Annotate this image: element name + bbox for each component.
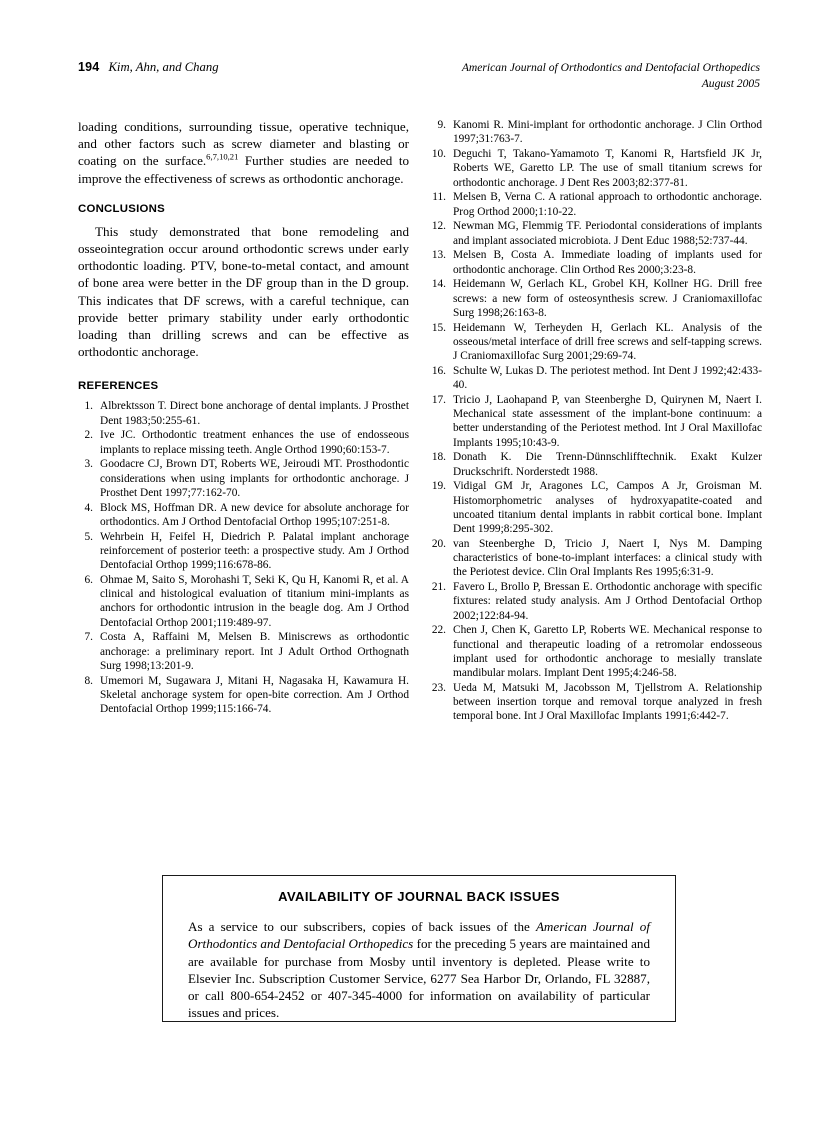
reference-text: van Steenberghe D, Tricio J, Naert I, Nys M. Damping characteristics of bone-to-implant interfaces: a clinical study with the Periotest device. Clin Oral Implants Res 1995;6:31-9. <box>453 537 762 579</box>
reference-number: 23. <box>431 681 446 694</box>
running-head-authors: Kim, Ahn, and Chang <box>108 60 219 74</box>
reference-text: Wehrbein H, Feifel H, Diedrich P. Palatal implant anchorage reinforcement of posterior teeth: a prospective study. Am J Orthod Dentofacial Orthop 1999;116:678-86. <box>100 530 409 572</box>
running-head-right <box>462 60 760 91</box>
reference-number: 5. <box>84 530 93 543</box>
reference-number: 8. <box>84 674 93 687</box>
reference-text: Block MS, Hoffman DR. A new device for absolute anchorage for orthodontics. Am J Orthod Dentofacial Orthop 1995;107:251-8. <box>100 501 409 528</box>
left-column <box>78 118 409 724</box>
reference-item <box>431 190 762 219</box>
notice-body-part1: As a service to our subscribers, copies of back issues of the <box>188 919 536 934</box>
reference-number: 11. <box>432 191 446 204</box>
reference-number: 6. <box>84 573 93 586</box>
reference-text: Costa A, Raffaini M, Melsen B. Miniscrews as orthodontic anchorage: a preliminary report. Int J Adult Orthod Orthognath Surg 1998;13:201-9. <box>100 631 409 672</box>
reference-number: 4. <box>84 501 93 514</box>
reference-item <box>431 277 762 320</box>
reference-item <box>431 147 762 190</box>
reference-text: Heidemann W, Terheyden H, Gerlach KL. Analysis of the osseous/metal interface of drill free screws and self-tapping screws. J Craniomaxillofac Surg 2001;29:69-74. <box>453 321 762 362</box>
reference-number: 22. <box>431 624 446 637</box>
page-number: 194 <box>78 60 100 74</box>
reference-number: 3. <box>84 458 93 471</box>
reference-text: Goodacre CJ, Brown DT, Roberts WE, Jeiroudi MT. Prosthodontic considerations when using implants for orthodontic anchorage. J Prosthet Dent 1997;77:162-70. <box>100 458 409 499</box>
continued-paragraph-text-before: loading conditions, surrounding tissue, operative technique, and other factors such as screw diameter and blasting or coating on the surface. <box>78 119 409 169</box>
reference-text: Newman MG, Flemmig TF. Periodontal considerations of implants and implant associated microbiota. J Dent Educ 1988;52:737-44. <box>453 220 762 247</box>
reference-item <box>78 399 409 428</box>
reference-number: 15. <box>431 321 446 334</box>
reference-item <box>78 428 409 457</box>
reference-number: 12. <box>431 220 446 233</box>
reference-item <box>431 364 762 393</box>
notice-body <box>188 918 650 1022</box>
reference-item <box>431 450 762 479</box>
reference-text: Umemori M, Sugawara J, Mitani H, Nagasaka H, Kawamura H. Skeletal anchorage system for open-bite correction. Am J Orthod Dentofacial Orthop 1999;115:166-74. <box>100 674 409 716</box>
reference-item <box>431 479 762 536</box>
running-head <box>78 60 760 91</box>
reference-number: 1. <box>84 400 93 413</box>
reference-number: 7. <box>84 631 93 644</box>
running-head-journal-title: American Journal of Orthodontics and Dentofacial Orthopedics <box>461 61 760 74</box>
reference-item <box>78 630 409 673</box>
reference-list-left <box>78 399 409 716</box>
reference-number: 2. <box>84 429 93 442</box>
reference-number: 10. <box>431 148 446 160</box>
reference-item <box>78 530 409 573</box>
reference-item <box>431 681 762 724</box>
reference-number: 17. <box>431 393 446 406</box>
continued-paragraph <box>78 118 409 187</box>
reference-item <box>78 674 409 717</box>
reference-item <box>431 321 762 364</box>
reference-number: 16. <box>431 364 446 377</box>
reference-superscript: 6,7,10,21 <box>206 152 239 163</box>
running-head-issue-date: August 2005 <box>701 76 760 90</box>
reference-number: 20. <box>431 537 446 550</box>
reference-number: 19. <box>431 480 446 493</box>
reference-text: Schulte W, Lukas D. The periotest method. Int Dent J 1992;42:433-40. <box>453 364 762 391</box>
reference-text: Ohmae M, Saito S, Morohashi T, Seki K, Qu H, Kanomi R, et al. A clinical and histological evaluation of titanium mini-implants as anchors for orthodontic intrusion in the beagle dog. Am J Orthod Dentofacial Orthop 2001;119:489-97. <box>100 573 409 629</box>
references-heading: REFERENCES <box>78 380 159 393</box>
reference-number: 14. <box>431 278 446 291</box>
body-columns <box>78 118 762 724</box>
reference-text: Deguchi T, Takano-Yamamoto T, Kanomi R, Hartsfield JK Jr, Roberts WE, Garetto LP. The use of small titanium screws for orthodontic anchorage. J Dent Res 2003;82:377-81. <box>453 148 762 189</box>
reference-text: Ive JC. Orthodontic treatment enhances the use of endosseous implants to replace missing teeth. Angle Orthod 1990;60:153-7. <box>100 429 409 456</box>
reference-text: Ueda M, Matsuki M, Jacobsson M, Tjellstrom A. Relationship between insertion torque and removal torque analyzed in fresh temporal bone. Int J Oral Maxillofac Implants 1991;6:442-7. <box>453 681 762 723</box>
conclusions-heading: CONCLUSIONS <box>78 202 165 215</box>
running-head-left <box>78 60 219 75</box>
journal-back-issues-notice <box>162 875 676 1022</box>
reference-item <box>431 623 762 680</box>
reference-text: Kanomi R. Mini-implant for orthodontic anchorage. J Clin Orthod 1997;31:763-7. <box>453 119 762 146</box>
reference-number: 13. <box>431 249 446 262</box>
reference-item <box>78 501 409 530</box>
notice-title: AVAILABILITY OF JOURNAL BACK ISSUES <box>278 889 560 904</box>
reference-text: Melsen B, Costa A. Immediate loading of implants used for orthodontic anchorage. Clin Orthod Res 2000;3:23-8. <box>453 249 762 276</box>
reference-item <box>78 573 409 630</box>
reference-text: Heidemann W, Gerlach KL, Grobel KH, Kollner HG. Drill free screws: a new form of osteosynthesis screw. J Craniomaxillofac Surg 1998;26:163-8. <box>453 278 762 319</box>
reference-text: Tricio J, Laohapand P, van Steenberghe D, Quirynen M, Naert I. Mechanical state assessment of the implant-bone continuum: a better understanding of the Periotest method. Int J Oral Maxillofac Implants 1995;10:43-9. <box>453 393 762 449</box>
reference-item <box>431 219 762 248</box>
right-column <box>431 118 762 724</box>
reference-text: Donath K. Die Trenn-Dünnschlifftechnik. Exakt Kulzer Druckschrift. Norderstedt 1988. <box>453 451 762 478</box>
reference-text: Chen J, Chen K, Garetto LP, Roberts WE. Mechanical response to functional and therapeutic loading of a retromolar endosseous implant used for orthodontic anchorage to mesially translate mandibular molars. Implant Dent 1995;4:246-58. <box>453 624 762 679</box>
notice-body-part2: for the preceding 5 years are maintained and are available for purchase from Mosby until inventory is depleted. Please write to Elsevier Inc. Subscription Customer Service, 6277 Sea Harbor Dr, Orlando, FL 32887, or call 800-654-2452 or 407-345-4000 for information on availability of particular issues and prices. <box>188 936 650 1021</box>
reference-item <box>431 537 762 580</box>
reference-item <box>431 393 762 450</box>
reference-number: 18. <box>431 451 446 464</box>
reference-text: Albrektsson T. Direct bone anchorage of dental implants. J Prosthet Dent 1983;50:255-61. <box>100 400 409 427</box>
reference-list-right <box>431 118 762 724</box>
reference-item <box>78 457 409 500</box>
reference-item <box>431 118 762 147</box>
continued-paragraph-text-after: Further studies are needed to improve the effectiveness of screws as orthodontic anchorage. <box>78 153 409 186</box>
reference-number: 21. <box>431 581 446 593</box>
notice-journal-title: American Journal of Orthodontics and Dentofacial Orthopedics <box>188 919 650 952</box>
reference-item <box>431 248 762 277</box>
reference-text: Favero L, Brollo P, Bressan E. Orthodontic anchorage with specific fixtures: related study analysis. Am J Orthod Dentofacial Orthop 2002;122:84-94. <box>453 581 762 622</box>
reference-text: Vidigal GM Jr, Aragones LC, Campos A Jr, Groisman M. Histomorphometric analyses of hydroxyapatite-coated and uncoated titanium dental implants in rabbit cortical bone. Implant Dent 1999;8:295-302. <box>453 480 762 535</box>
reference-item <box>431 580 762 623</box>
conclusions-paragraph: This study demonstrated that bone remodeling and osseointegration occur around orthodontic screws under early orthodontic loading. PTV, bone-to-metal contact, and amount of bone area were better in the DF group than in the D group. This indicates that DF screws, with a careful technique, can provide better primary stability under early orthodontic loading than drilling screws and can be effective as orthodontic anchorage. <box>78 223 409 360</box>
reference-number: 9. <box>437 119 446 131</box>
reference-text: Melsen B, Verna C. A rational approach to orthodontic anchorage. Prog Orthod 2000;1:10-22. <box>453 191 762 218</box>
